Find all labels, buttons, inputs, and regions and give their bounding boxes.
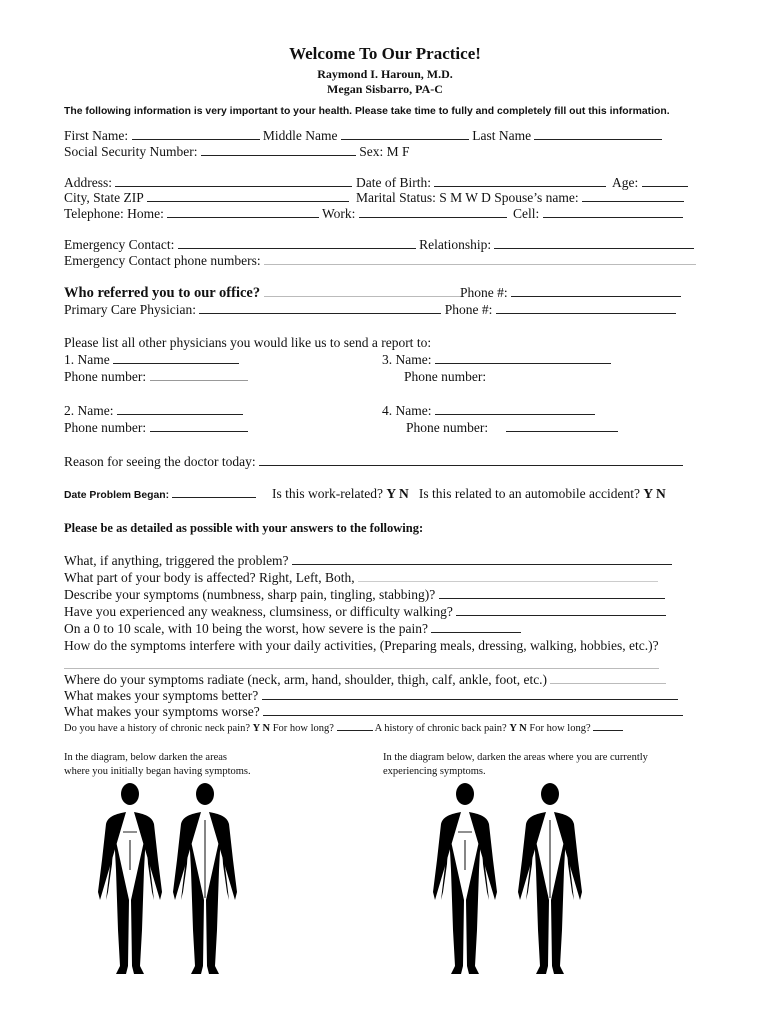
q-back-duration-label: For how long?: [529, 723, 591, 734]
physician-4-phone-field[interactable]: [506, 430, 618, 432]
ssn-field[interactable]: [201, 154, 356, 156]
spouse-field[interactable]: [582, 200, 684, 202]
page-title: Welcome To Our Practice!: [289, 44, 481, 63]
physician-2-name-field[interactable]: [117, 413, 243, 415]
referral-phone-field[interactable]: [511, 295, 681, 297]
spouse-label: Spouse’s name:: [494, 190, 579, 205]
physicians-intro: Please list all other physicians you would like us to send a report to:: [64, 335, 432, 350]
relationship-label: Relationship:: [419, 237, 492, 252]
physician-4-name-label: 4. Name:: [382, 403, 432, 418]
pcp-field[interactable]: [199, 312, 441, 314]
q-radiate-field[interactable]: [550, 682, 666, 684]
emergency-phones-label: Emergency Contact phone numbers:: [64, 253, 261, 268]
work-phone-label: Work:: [322, 206, 356, 221]
q-back-pain-options[interactable]: Y N: [509, 723, 527, 734]
q-back-pain-label: A history of chronic back pain?: [374, 723, 507, 734]
q-symptoms-label: Describe your symptoms (numbness, sharp pain, tingling, stabbing)?: [64, 587, 436, 602]
last-name-field[interactable]: [534, 138, 662, 140]
age-label: Age:: [612, 175, 639, 190]
age-field[interactable]: [642, 185, 688, 187]
q-worse-field[interactable]: [263, 714, 683, 716]
cell-label: Cell:: [513, 206, 540, 221]
date-began-field[interactable]: [172, 496, 256, 498]
q-back-duration-field[interactable]: [593, 729, 623, 731]
sex-options[interactable]: M F: [386, 144, 410, 159]
q-better-label: What makes your symptoms better?: [64, 688, 259, 703]
date-began-label: Date Problem Began:: [64, 490, 170, 501]
diagram-initial-text-1: In the diagram, below darken the areas: [64, 752, 227, 763]
q-trigger-label: What, if anything, triggered the problem?: [64, 553, 289, 568]
home-phone-field[interactable]: [167, 216, 319, 218]
q-weakness-label: Have you experienced any weakness, clumsiness, or difficulty walking?: [64, 604, 453, 619]
emergency-contact-label: Emergency Contact:: [64, 237, 175, 252]
physician-1-phone-field[interactable]: [150, 379, 248, 381]
q-symptoms-field[interactable]: [439, 597, 665, 599]
pcp-phone-label: Phone #:: [444, 302, 493, 317]
diagram-current-text-1: In the diagram below, darken the areas where you are currently: [383, 752, 648, 763]
diagram-initial-text-2: where you initially began having symptoms.: [64, 766, 251, 777]
assistant-name: Megan Sisbarro, PA-C: [327, 82, 443, 96]
marital-label: Marital Status:: [356, 190, 436, 205]
physician-1-phone-label: Phone number:: [64, 369, 147, 384]
physician-2-name-label: 2. Name:: [64, 403, 114, 418]
auto-accident-label: Is this related to an automobile accident?: [418, 486, 641, 501]
middle-name-field[interactable]: [341, 138, 469, 140]
physician-3-name-label: 3. Name:: [382, 352, 432, 367]
physician-1-name-label: 1. Name: [64, 352, 110, 367]
q-body-part-label: What part of your body is affected? Right, Left, Both,: [64, 570, 355, 585]
body-back-initial-icon[interactable]: [165, 780, 245, 980]
q-weakness-field[interactable]: [456, 614, 666, 616]
q-neck-pain-label: Do you have a history of chronic neck pain?: [64, 723, 251, 734]
physician-1-name-field[interactable]: [113, 362, 239, 364]
q-radiate-label: Where do your symptoms radiate (neck, arm, hand, shoulder, thigh, calf, ankle, foot, etc.): [64, 672, 548, 687]
pcp-label: Primary Care Physician:: [64, 302, 196, 317]
physician-3-name-field[interactable]: [435, 362, 611, 364]
body-front-initial-icon[interactable]: [90, 780, 170, 980]
q-neck-pain-options[interactable]: Y N: [252, 723, 271, 734]
instructions: The following information is very important to your health. Please take time to fully and completely fill out this information.: [64, 106, 670, 117]
physician-2-phone-field[interactable]: [150, 430, 248, 432]
emergency-contact-field[interactable]: [178, 247, 416, 249]
body-back-current-icon[interactable]: [510, 780, 590, 980]
q-neck-duration-label: For how long?: [272, 723, 334, 734]
city-field[interactable]: [147, 200, 349, 202]
marital-options[interactable]: S M W D: [439, 190, 491, 205]
relationship-field[interactable]: [494, 247, 694, 249]
diagram-current-text-2: experiencing symptoms.: [383, 766, 486, 777]
address-field[interactable]: [115, 185, 352, 187]
emergency-phones-field[interactable]: [264, 263, 696, 265]
physician-3-phone-label: Phone number:: [404, 369, 487, 384]
q-daily-field[interactable]: [64, 667, 659, 669]
last-name-label: Last Name: [472, 128, 532, 143]
middle-name-label: Middle Name: [262, 128, 338, 143]
doctor-name: Raymond I. Haroun, M.D.: [317, 67, 453, 81]
q-neck-duration-field[interactable]: [337, 729, 373, 731]
q-severity-field[interactable]: [431, 631, 521, 633]
referral-phone-label: Phone #:: [460, 285, 508, 300]
auto-accident-options[interactable]: Y N: [643, 486, 666, 501]
reason-label: Reason for seeing the doctor today:: [64, 454, 256, 469]
questions-heading: Please be as detailed as possible with your answers to the following:: [64, 521, 424, 535]
cell-field[interactable]: [543, 216, 683, 218]
work-related-options[interactable]: Y N: [386, 486, 409, 501]
dob-label: Date of Birth:: [356, 175, 431, 190]
city-label: City, State ZIP: [64, 190, 144, 205]
q-worse-label: What makes your symptoms worse?: [64, 704, 260, 719]
dob-field[interactable]: [434, 185, 606, 187]
home-phone-label: Telephone: Home:: [64, 206, 164, 221]
q-daily-label: How do the symptoms interfere with your daily activities, (Preparing meals, dressing, walking, hobbies, etc.)?: [64, 638, 659, 653]
physician-4-phone-label: Phone number:: [406, 420, 489, 435]
first-name-label: First Name:: [64, 128, 129, 143]
referred-field[interactable]: [264, 295, 464, 297]
reason-field[interactable]: [259, 464, 683, 466]
work-related-label: Is this work-related?: [272, 486, 383, 501]
pcp-phone-field[interactable]: [496, 312, 676, 314]
q-better-field[interactable]: [262, 698, 678, 700]
referred-label: Who referred you to our office?: [64, 285, 261, 301]
work-phone-field[interactable]: [359, 216, 507, 218]
body-front-current-icon[interactable]: [425, 780, 505, 980]
sex-label: Sex:: [359, 144, 384, 159]
q-body-part-field[interactable]: [358, 580, 658, 582]
q-severity-label: On a 0 to 10 scale, with 10 being the worst, how severe is the pain?: [64, 621, 429, 636]
address-label: Address:: [64, 175, 112, 190]
physician-4-name-field[interactable]: [435, 413, 595, 415]
first-name-field[interactable]: [132, 138, 260, 140]
ssn-label: Social Security Number:: [64, 144, 198, 159]
physician-2-phone-label: Phone number:: [64, 420, 147, 435]
q-trigger-field[interactable]: [292, 563, 672, 565]
